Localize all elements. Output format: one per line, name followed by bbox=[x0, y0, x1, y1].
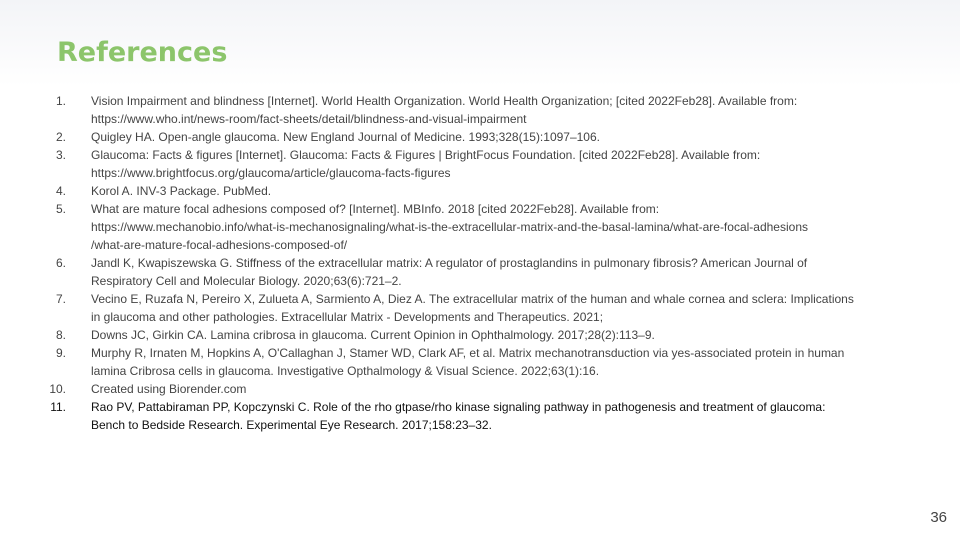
reference-number: 5. bbox=[55, 202, 66, 216]
reference-text: Murphy R, Irnaten M, Hopkins A, O'Callaghan J, Stamer WD, Clark AF, et al. Matrix mechanotransduction via yes-associated protein in human lamina Cribrosa cells in glaucoma. Investigative Opthalmology & Visual Science. 2022;63(1):16. bbox=[91, 346, 845, 378]
reference-text: What are mature focal adhesions composed of? [Internet]. MBInfo. 2018 [cited 2022Feb28]. Available from: https://www.mechanobio.info/what-is-mechanosignaling/what-is-the-extracellular-matrix-and-the-basal-lamina/what-are-focal-adhesions /what-are-mature-focal-adhesions-composed-of/ bbox=[91, 202, 808, 252]
reference-item bbox=[0, 326, 960, 344]
reference-text: Korol A. INV-3 Package. PubMed. bbox=[91, 184, 272, 198]
reference-item bbox=[0, 128, 960, 146]
reference-text: Downs JC, Girkin CA. Lamina cribrosa in glaucoma. Current Opinion in Ophthalmology. 2017;28(2):113–9. bbox=[91, 328, 655, 342]
reference-number: 7. bbox=[55, 292, 66, 306]
reference-number: 1. bbox=[55, 94, 66, 108]
reference-item bbox=[0, 254, 960, 290]
reference-text: Vision Impairment and blindness [Internet]. World Health Organization. World Health Organization; [cited 2022Feb28]. Available from: https://www.who.int/news-room/fact-sheets/detail/blindness-and-visual-impairment bbox=[91, 94, 798, 126]
reference-number: 6. bbox=[55, 256, 66, 270]
page-number: 36 bbox=[930, 509, 947, 526]
reference-text: Rao PV, Pattabiraman PP, Kopczynski C. Role of the rho gtpase/rho kinase signaling pathway in pathogenesis and treatment of glaucoma: Bench to Bedside Research. Experimental Eye Research. 2017;158:23–32. bbox=[91, 400, 826, 432]
reference-number: 10. bbox=[49, 382, 66, 396]
reference-item bbox=[0, 398, 960, 434]
reference-number: 9. bbox=[55, 346, 66, 360]
reference-item bbox=[0, 290, 960, 326]
reference-item bbox=[0, 344, 960, 380]
reference-item bbox=[0, 182, 960, 200]
reference-item bbox=[0, 200, 960, 254]
reference-number: 4. bbox=[55, 184, 66, 198]
reference-list bbox=[0, 92, 960, 434]
reference-item bbox=[0, 380, 960, 398]
reference-number: 3. bbox=[55, 148, 66, 162]
reference-text: Created using Biorender.com bbox=[91, 382, 247, 396]
reference-number: 11. bbox=[50, 400, 66, 414]
reference-text: Vecino E, Ruzafa N, Pereiro X, Zulueta A, Sarmiento A, Diez A. The extracellular matrix of the human and whale cornea and sclera: Implications in glaucoma and other pathologies. Extracellular Matrix - Developments and Therapeutics. 2021; bbox=[91, 292, 854, 324]
reference-item bbox=[0, 92, 960, 128]
reference-number: 8. bbox=[55, 328, 66, 342]
reference-number: 2. bbox=[55, 130, 66, 144]
reference-text: Quigley HA. Open-angle glaucoma. New England Journal of Medicine. 1993;328(15):1097–106. bbox=[91, 130, 600, 144]
reference-text: Glaucoma: Facts & figures [Internet]. Glaucoma: Facts & Figures | BrightFocus Foundation. [cited 2022Feb28]. Available from: https://www.brightfocus.org/glaucoma/article/glaucoma-facts-figures bbox=[91, 148, 761, 180]
slide-title: References bbox=[57, 37, 228, 68]
reference-text: Jandl K, Kwapiszewska G. Stiffness of the extracellular matrix: A regulator of prostaglandins in pulmonary fibrosis? American Journal of Respiratory Cell and Molecular Biology. 2020;63(6):721–2. bbox=[91, 256, 808, 288]
reference-item bbox=[0, 146, 960, 182]
